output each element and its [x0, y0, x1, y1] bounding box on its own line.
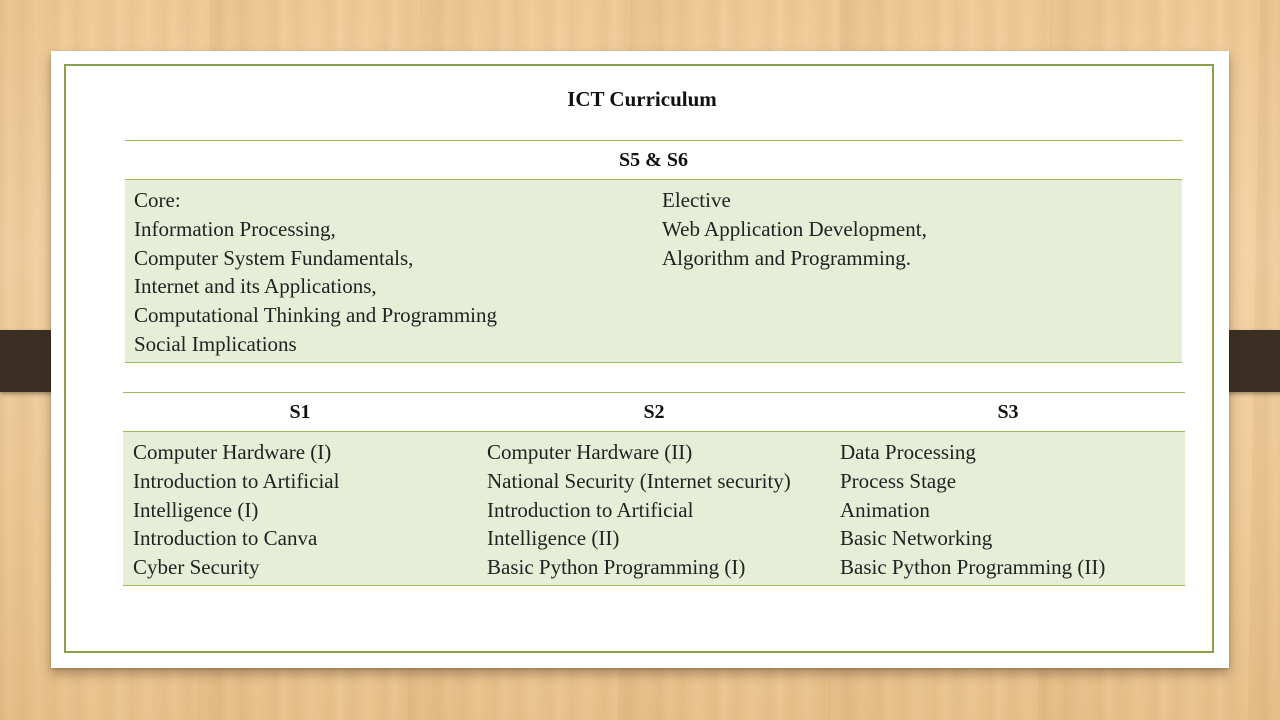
s2-subject: Intelligence (II)	[487, 526, 620, 551]
s3-subject: Basic Python Programming (II)	[840, 555, 1106, 580]
elective-label: Elective	[662, 188, 731, 212]
s3-subject: Process Stage	[840, 468, 957, 493]
s1-subject: Intelligence (I)	[133, 497, 259, 522]
core-label: Core:	[134, 188, 181, 212]
s3-header: S3	[997, 401, 1019, 423]
elective-subject: Algorithm and Programming.	[662, 245, 912, 270]
junior-header-row	[123, 392, 1185, 432]
core-subject: Internet and its Applications,	[134, 274, 377, 299]
core-subject: Computational Thinking and Programming	[134, 303, 497, 328]
s3-subject: Basic Networking	[840, 526, 993, 551]
slide-frame	[64, 64, 1214, 653]
s1-subject: Introduction to Artificial	[133, 468, 340, 493]
elective-column	[662, 186, 927, 272]
elective-subject: Web Application Development,	[662, 216, 927, 241]
s1-subject: Computer Hardware (I)	[133, 440, 332, 464]
s1-header: S1	[289, 401, 311, 423]
s2-subject: Computer Hardware (II)	[487, 440, 693, 464]
slide	[51, 51, 1229, 668]
s3-column	[840, 438, 1105, 582]
junior-curriculum-table	[123, 392, 1185, 586]
core-subject: Social Implications	[134, 331, 297, 356]
senior-curriculum-table	[125, 140, 1182, 363]
s2-subject: Basic Python Programming (I)	[487, 555, 746, 580]
core-subject: Information Processing,	[134, 216, 336, 241]
s1-column	[133, 438, 339, 582]
core-column	[134, 186, 497, 359]
junior-row	[123, 432, 1185, 586]
s1-subject: Cyber Security	[133, 555, 260, 580]
s1-subject: Introduction to Canva	[133, 526, 318, 551]
s2-subject: National Security (Internet security)	[487, 468, 791, 493]
s3-subject: Animation	[840, 497, 930, 522]
slide-title: ICT Curriculum	[567, 87, 717, 111]
s3-subject: Data Processing	[840, 440, 976, 464]
s2-header: S2	[643, 401, 665, 423]
senior-header: S5 & S6	[125, 140, 1182, 180]
s2-column	[487, 438, 791, 582]
senior-row	[125, 180, 1182, 363]
core-subject: Computer System Fundamentals,	[134, 245, 414, 270]
s2-subject: Introduction to Artificial	[487, 497, 694, 522]
